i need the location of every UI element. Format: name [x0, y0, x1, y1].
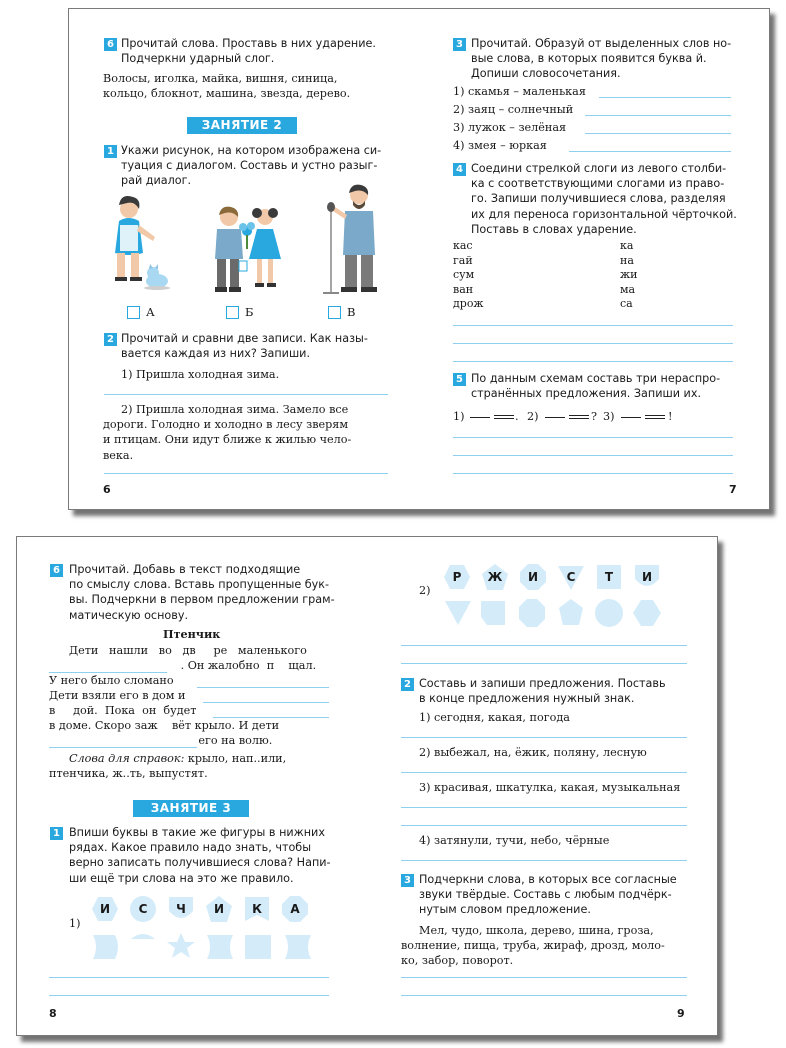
- hexagon-letter-shape: И: [91, 895, 119, 923]
- option-c-checkbox[interactable]: [328, 306, 341, 319]
- task-number-6: 6: [50, 564, 63, 577]
- hint-words-2: птенчика, ж..ть, выпустят.: [49, 767, 208, 780]
- page-number-9: 9: [677, 1007, 685, 1020]
- option-b-checkbox[interactable]: [226, 306, 239, 319]
- task-1-instruction: Впиши буквы в такие же фигуры в нижних рядах. Какое правило надо знать, чтобы верно записать получившиеся слова? Напи- ши ещё три слова на это же правило.: [69, 826, 331, 885]
- task-1-instruction: Укажи рисунок, на котором изображена си- туация с диалогом. Составь и устно разыг- рай диалог.: [121, 144, 382, 188]
- hint-words: Слова для справок: крыло, нап..или,: [69, 752, 287, 765]
- triangle-letter-shape: С: [557, 563, 585, 591]
- task-2-item-3: 3) красивая, шкатулка, какая, музыкальная: [419, 781, 681, 794]
- task-3-instruction: Прочитай. Образуй от выделенных слов но- вые слова, в которых появится буква й. Допиши словосочетания.: [471, 37, 732, 81]
- predicate-dash: [494, 415, 514, 419]
- predicate-dash: [569, 415, 589, 419]
- task-3-item-3: 3) лужок – зелёная: [453, 121, 567, 134]
- woman-with-cat-illustration: [103, 191, 173, 299]
- answer-line[interactable]: [401, 977, 687, 978]
- page-number-7: 7: [729, 483, 737, 496]
- task-3-item-2: 2) заяц – солнечный: [453, 103, 574, 116]
- page-8: [17, 537, 367, 1035]
- predicate-dash: [645, 415, 665, 419]
- page-number-6: 6: [103, 483, 111, 496]
- answer-line[interactable]: [104, 473, 388, 474]
- page-7: [419, 9, 769, 509]
- story-line-2: . Он жалобно п щал.: [49, 659, 317, 672]
- task-4-instruction: Соедини стрелкой слоги из левого столби- ка с соответствующими слогами из право- го. Запиши получившиеся слова, разделяя их для переноса горизонтальной чёрточкой. Поставь в словах ударение.: [471, 162, 737, 236]
- fill-in-line[interactable]: [197, 687, 329, 688]
- answer-line[interactable]: [401, 860, 687, 861]
- lesson-2-title: ЗАНЯТИЕ 2: [187, 117, 297, 134]
- row-1-label: 1): [69, 917, 81, 930]
- task-2-item-4: 4) затянули, тучи, небо, чёрные: [419, 834, 610, 847]
- fill-in-line[interactable]: [49, 747, 197, 748]
- option-a-label: А: [146, 305, 155, 319]
- octagon-letter-shape: И: [519, 563, 547, 591]
- left-syllables: кас гай сум ван дрож: [453, 239, 484, 310]
- task-3-item-4: 4) змея – юркая: [453, 139, 547, 152]
- shield-letter-shape: И: [633, 563, 661, 591]
- lesson-3-title: ЗАНЯТИЕ 3: [133, 800, 249, 817]
- fill-in-line[interactable]: [203, 702, 329, 703]
- story-line-3: У него было сломано: [49, 674, 174, 687]
- answer-line[interactable]: [401, 663, 687, 664]
- answer-line[interactable]: [401, 825, 687, 826]
- circle-letter-shape: С: [129, 895, 157, 923]
- task-2-item-1: 1) сегодня, какая, погода: [419, 711, 570, 724]
- task-2-item-1: 1) Пришла холодная зима.: [121, 368, 280, 381]
- task-6-instruction: Прочитай. Добавь в текст подходящие по смыслу слова. Вставь пропущенные бук- вы. Подчеркни в первом предложении грам- матическую основу.: [69, 563, 335, 622]
- hexagon-letter-shape: Р: [443, 563, 471, 591]
- man-with-microphone-illustration: [319, 181, 389, 299]
- answer-line[interactable]: [453, 437, 733, 438]
- answer-line[interactable]: [569, 151, 731, 152]
- answer-line[interactable]: [453, 455, 733, 456]
- story-line-4: Дети взяли его в дом и: [49, 689, 186, 702]
- story-line-6: в доме. Скоро заж вёт крыло. И дети: [49, 719, 280, 732]
- page-6: [69, 9, 419, 509]
- task-2-item-2: 2) выбежал, на, ёжик, поляну, лесную: [419, 746, 647, 759]
- pentagon-letter-shape: И: [205, 895, 233, 923]
- subject-dash: [470, 417, 490, 418]
- square-letter-shape: Т: [595, 563, 623, 591]
- subject-dash: [545, 417, 565, 418]
- answer-line[interactable]: [453, 473, 733, 474]
- answer-line[interactable]: [104, 394, 388, 395]
- task-3-words: Мел, чудо, школа, дерево, шина, гроза, волнение, пища, труба, жираф, дрозд, моло- ко, забор, поворот.: [401, 924, 665, 968]
- task-number-3: 3: [453, 38, 466, 51]
- right-syllables: ка на жи ма са: [620, 239, 638, 310]
- task-2-instruction: Прочитай и сравни две записи. Как назы- вается каждая из них? Запиши.: [121, 332, 368, 361]
- row-2-label: 2): [419, 584, 431, 597]
- task-number-4: 4: [453, 163, 466, 176]
- page-number-8: 8: [49, 1007, 57, 1020]
- task-2-instruction: Составь и запиши предложения. Поставь в конце предложения нужный знак.: [419, 677, 666, 706]
- story-line-5: в дой. Пока он будет: [49, 704, 197, 717]
- children-with-flowers-illustration: [207, 199, 289, 299]
- story-line-7: его на волю.: [49, 734, 273, 747]
- task-number-2: 2: [401, 678, 414, 691]
- task-2-item-2: 2) Пришла холодная зима. Замело все дороги. Голодно и холодно в лесу зверям и птицам. Они идут ближе к жилью чело- века.: [103, 403, 352, 462]
- option-b-label: Б: [245, 305, 254, 319]
- task-3-item-1: 1) скамья – маленькая: [453, 85, 586, 98]
- answer-line[interactable]: [401, 807, 687, 808]
- empty-shapes-row-1[interactable]: [91, 931, 321, 963]
- answer-line[interactable]: [49, 995, 329, 996]
- option-a-checkbox[interactable]: [127, 306, 140, 319]
- answer-line[interactable]: [401, 995, 687, 996]
- answer-line[interactable]: [49, 977, 329, 978]
- spread-pages-8-9: [16, 536, 718, 1036]
- sentence-schemes: 1) . 2) ? 3) !: [453, 410, 673, 423]
- answer-line[interactable]: [599, 97, 731, 98]
- task-5-instruction: По данным схемам составь три нераспро- странённых предложения. Запиши их.: [471, 372, 721, 401]
- answer-line[interactable]: [585, 133, 731, 134]
- story-title: Птенчик: [163, 627, 221, 641]
- option-c-label: В: [347, 305, 356, 319]
- task-number-6: 6: [104, 38, 117, 51]
- task-6-words: Волосы, иголка, майка, вишня, синица, кольцо, блокнот, машина, звезда, дерево.: [103, 72, 351, 101]
- task-number-1: 1: [50, 827, 63, 840]
- pentagon-letter-shape: Ж: [481, 563, 509, 591]
- story-line-1: Дети нашли во дв ре маленького: [69, 644, 307, 657]
- answer-line[interactable]: [453, 343, 733, 344]
- task-6-instruction: Прочитай слова. Проставь в них ударение. Подчеркни ударный слог.: [121, 37, 376, 66]
- task-number-5: 5: [453, 373, 466, 386]
- octagon-letter-shape: А: [281, 895, 309, 923]
- task-3-instruction: Подчеркни слова, в которых все согласные звуки твёрдые. Составь с любым подчёрк- нутым словом предложение.: [419, 873, 677, 917]
- task-number-1: 1: [104, 145, 117, 158]
- page-9: [367, 537, 717, 1035]
- task-number-3: 3: [401, 874, 414, 887]
- spread-pages-6-7: [68, 8, 770, 510]
- answer-line[interactable]: [453, 361, 733, 362]
- answer-line[interactable]: [401, 645, 687, 646]
- task-number-2: 2: [104, 333, 117, 346]
- answer-line[interactable]: [585, 115, 731, 116]
- answer-line[interactable]: [401, 737, 687, 738]
- answer-line[interactable]: [401, 772, 687, 773]
- shield-letter-shape: Ч: [167, 895, 195, 923]
- flag-letter-shape: К: [243, 895, 271, 923]
- empty-shapes-row-2[interactable]: [443, 597, 673, 629]
- subject-dash: [621, 417, 641, 418]
- answer-line[interactable]: [453, 325, 733, 326]
